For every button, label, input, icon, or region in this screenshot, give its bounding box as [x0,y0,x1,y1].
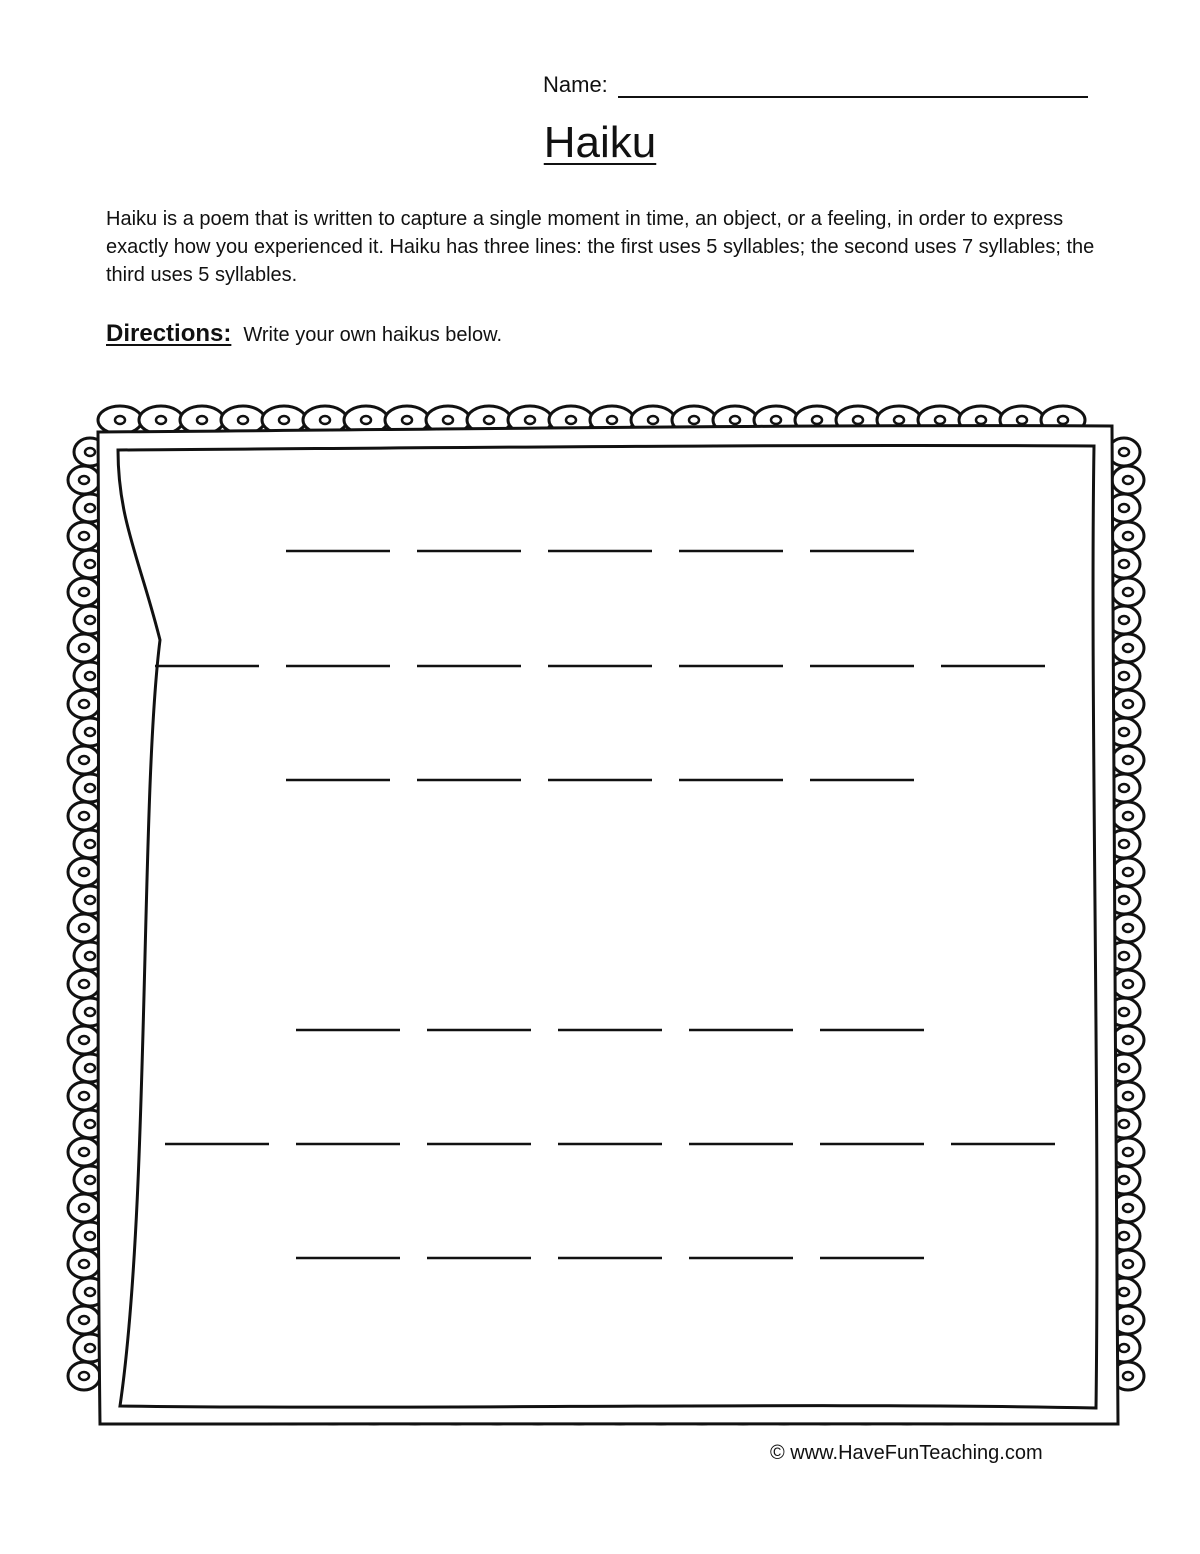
scallop [1112,914,1144,942]
scallop [68,914,100,942]
scallop [68,1138,100,1166]
scallop [68,802,100,830]
intro-paragraph: Haiku is a poem that is written to capture a single moment in time, an object, or a feeling, in order to express exactly how you experienced it. Haiku has three lines: the first uses 5 syllables; the second uses 7 syllables; the third uses 5 syllables. [106,208,1095,286]
name-label: Name: [543,72,608,97]
directions-text: Write your own haikus below. [243,324,503,346]
scallop [1112,466,1144,494]
scallop [1112,690,1144,718]
scallop [68,858,100,886]
scallop [68,1250,100,1278]
scallop [68,466,100,494]
scallop [68,1306,100,1334]
scallop [1112,578,1144,606]
scallop [1112,522,1144,550]
scallop [68,634,100,662]
scallop [68,578,100,606]
scallop [1112,634,1144,662]
scallop [139,406,183,434]
scallop [68,1362,100,1390]
directions-label: Directions: [106,320,232,347]
frame-outer-line [98,426,1118,1425]
scallop [98,406,142,434]
page-title: Haiku [543,118,657,167]
copyright-footer: © www.HaveFunTeaching.com [770,1442,1043,1464]
scallop [1112,970,1144,998]
scallop [1112,746,1144,774]
scallop [68,1194,100,1222]
scallop [68,746,100,774]
scallop [1112,858,1144,886]
scallop [68,690,100,718]
scallop [68,1082,100,1110]
scallop [1112,802,1144,830]
scallop [68,522,100,550]
scallop [68,970,100,998]
scallop [68,1026,100,1054]
